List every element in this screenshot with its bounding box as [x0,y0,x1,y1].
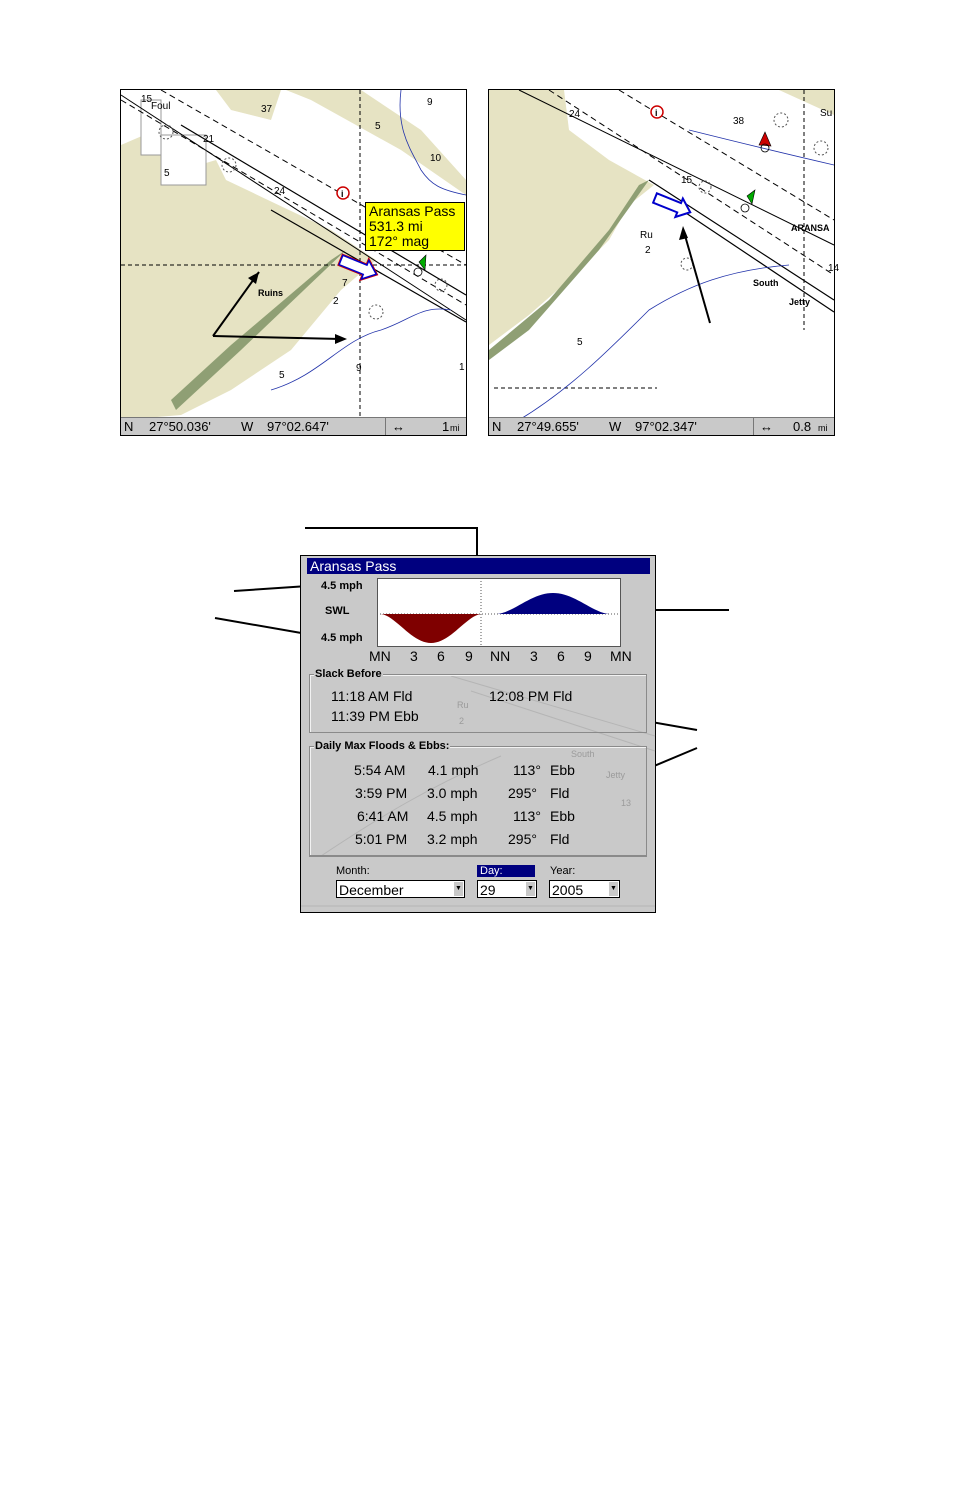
dropdown-arrow-icon[interactable]: ▼ [454,882,463,896]
obstruction-icon [435,279,447,291]
month-label: Month: [336,865,370,877]
x-tick: 9 [465,648,473,664]
map-label: Jetty [789,297,811,307]
x-tick: MN [610,648,632,664]
longitude: 97°02.347' [635,419,697,434]
year-select[interactable] [549,880,620,898]
map-right-chart [489,90,834,435]
map-label: South [753,278,779,288]
max-time: 3:59 PM [355,785,408,801]
current-info-dialog[interactable] [300,555,656,913]
slack-before-header: Slack Before [315,668,382,680]
max-speed: 4.1 mph [428,762,479,778]
table-row [301,831,655,854]
map-label: 5 [375,121,381,132]
month-value: December [339,882,404,898]
depth-contour [689,130,834,165]
lat-hemisphere: N [492,419,502,434]
map-label: 2 [645,245,651,256]
map-label: 15 [141,94,153,105]
obstruction-icon [369,305,383,319]
map-label: 37 [261,104,273,115]
current-graph [377,578,621,647]
popup-distance: 531.3 mi [369,218,423,234]
max-direction: 113° [513,762,541,778]
graph-max-label: 4.5 mph [321,580,363,592]
table-row [301,808,655,831]
map-label: 38 [733,116,745,127]
waypoint-popup[interactable] [365,202,465,251]
map-label: Ru [640,230,653,241]
max-type: Fld [550,785,570,801]
graph-min-label: 4.5 mph [321,632,363,644]
map-label: ARANSA [791,223,830,233]
map-label: 7 [342,278,348,289]
max-direction: 113° [513,808,541,824]
map-label: 15 [681,175,693,186]
map-label: 10 [430,153,442,164]
divider [309,856,647,857]
svg-text:i: i [341,189,344,199]
land-area [286,90,466,195]
lat-hemisphere: N [124,419,134,434]
map-label: 2 [333,296,339,307]
lon-hemisphere: W [609,419,622,434]
slack-item: 12:08 PM Fld [489,688,573,704]
slack-item: 11:39 PM Ebb [331,708,419,724]
map-label: 9 [356,363,362,374]
x-tick: 6 [557,648,565,664]
zoom-unit: mi [450,423,460,433]
annotation-arrow [215,618,307,634]
latitude: 27°50.036' [149,419,211,434]
longitude: 97°02.647' [267,419,329,434]
map-label: 21 [203,134,215,145]
max-time: 5:01 PM [355,831,408,847]
map-label: 9 [427,97,433,108]
map-label: 1 [459,362,465,373]
map-label: 5 [164,168,170,179]
table-row [301,785,655,808]
max-type: Ebb [550,808,575,824]
channel-line [649,180,834,300]
land-area [489,90,654,345]
buoy-icon [414,268,422,276]
max-type: Fld [550,831,570,847]
map-status-bar [489,417,834,435]
obstruction-icon [814,141,828,155]
graph-x-axis [369,648,639,666]
underlay-label: South [571,749,595,759]
dialog-title: Aransas Pass [307,558,650,574]
underlay-label: Jetty [606,770,626,780]
max-speed: 3.0 mph [427,785,478,801]
popup-name: Aransas Pass [369,203,456,219]
table-row [301,762,655,785]
daily-max-header: Daily Max Floods & Ebbs: [315,740,450,752]
map-label: 14 [828,263,840,274]
max-speed: 3.2 mph [427,831,478,847]
underlay-label: 2 [459,716,465,726]
zoom-range-icon: ↔ [760,419,773,434]
x-tick: 3 [410,648,418,664]
max-speed: 4.5 mph [427,808,478,824]
daily-max-table [301,762,655,854]
x-tick: 6 [437,648,445,664]
map-left-chart [121,90,466,435]
map-label: 5 [577,337,583,348]
max-type: Ebb [550,762,575,778]
max-direction: 295° [508,785,537,801]
x-tick: MN [369,648,391,664]
underlay-label: 13 [621,798,632,808]
slack-item: 11:18 AM Fld [331,688,413,704]
map-label: 24 [274,186,286,197]
map-status-bar [121,417,466,435]
annotation-arrow [684,232,710,323]
land-area [121,130,376,420]
max-direction: 295° [508,831,537,847]
zoom-unit: mi [818,423,828,433]
map-label: 5 [279,370,285,381]
svg-text:i: i [655,108,658,118]
year-value: 2005 [552,882,584,898]
max-time: 5:54 AM [354,762,406,778]
x-tick: 9 [584,648,592,664]
map-label: Foul [151,101,171,112]
map-right[interactable] [488,89,840,436]
max-time: 6:41 AM [357,808,409,824]
dropdown-arrow-icon[interactable]: ▼ [526,882,535,896]
year-label: Year: [550,865,576,877]
latitude: 27°49.655' [517,419,579,434]
map-label: 24 [569,109,581,120]
day-value: 29 [480,882,496,898]
buoy-icon [747,190,755,204]
day-select[interactable] [477,880,537,898]
annotation-arrow [234,586,308,591]
obstruction-icon [774,113,788,127]
map-left[interactable] [120,89,467,436]
zoom-range-icon: ↔ [392,419,405,434]
map-label: Su [820,108,833,119]
map-label: Ruins [258,288,284,298]
lon-hemisphere: W [241,419,254,434]
x-tick: NN [490,648,511,664]
x-tick: 3 [530,648,538,664]
popup-bearing: 172° mag [369,233,430,249]
month-select[interactable] [336,880,465,898]
graph-swl-label: SWL [325,605,350,617]
underlay-label: Ru [457,700,469,710]
buoy-icon [741,204,749,212]
zoom-value: 0.8 [793,419,812,434]
day-label: Day: [477,865,535,877]
zoom-value: 1 [442,419,450,434]
dropdown-arrow-icon[interactable]: ▼ [609,882,618,896]
